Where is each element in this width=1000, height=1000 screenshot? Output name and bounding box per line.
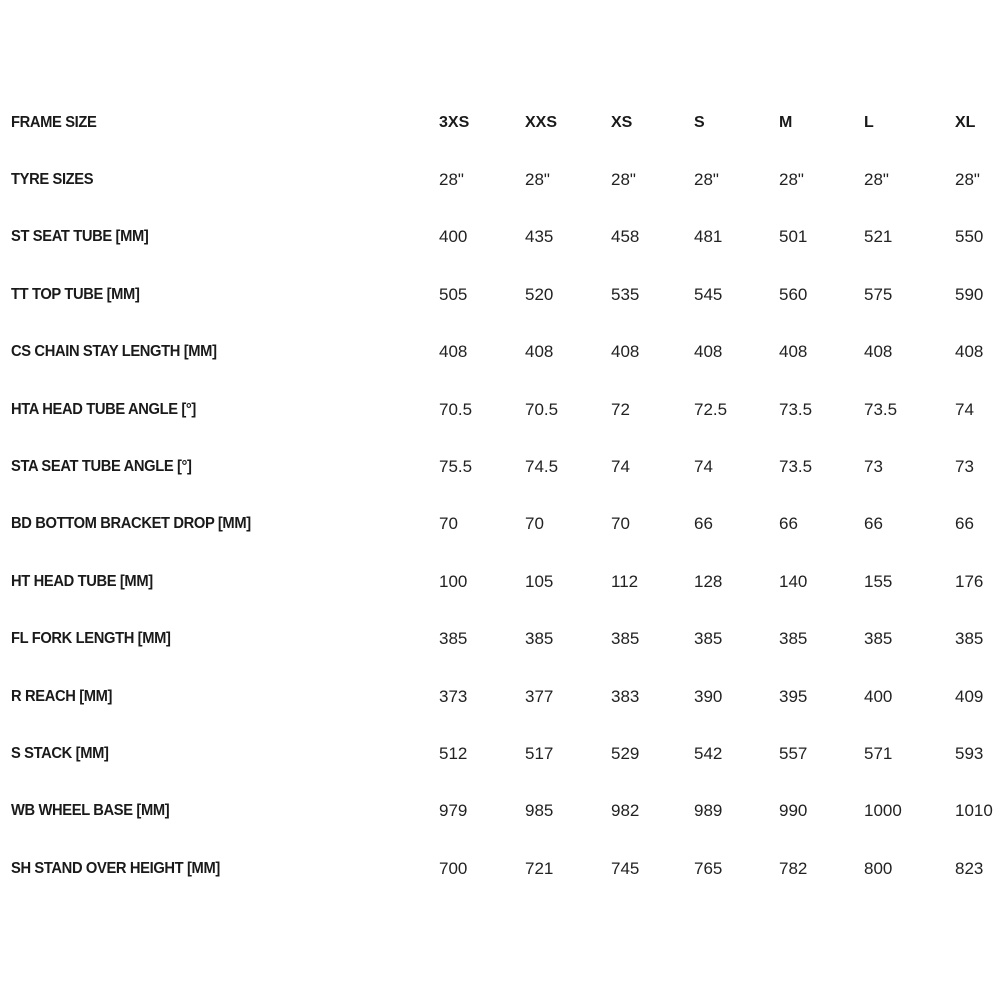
- table-cell: 545: [694, 284, 723, 304]
- table-cell: 373: [439, 686, 468, 706]
- table-cell: 400: [864, 686, 893, 706]
- table-cell: 989: [694, 801, 723, 821]
- geometry-table: [11, 94, 1000, 897]
- table-row: [11, 611, 1000, 668]
- table-cell: 529: [611, 743, 640, 763]
- table-row: [11, 438, 1000, 495]
- table-cell: 979: [439, 801, 468, 821]
- table-cell: 70.5: [525, 399, 559, 419]
- table-cell: 75.5: [439, 457, 473, 477]
- table-cell: 520: [525, 284, 554, 304]
- table-row: [11, 151, 1000, 208]
- table-header-row: [11, 94, 1000, 151]
- table-cell: 28": [694, 170, 719, 190]
- table-cell: 560: [779, 284, 808, 304]
- table-cell: 377: [525, 686, 554, 706]
- table-cell: 408: [955, 342, 984, 362]
- table-row: [11, 209, 1000, 266]
- table-cell: 383: [611, 686, 640, 706]
- table-cell: 700: [439, 858, 468, 878]
- size-header-xxs: XXS: [525, 113, 558, 131]
- table-cell: 28": [525, 170, 550, 190]
- table-cell: 575: [864, 284, 893, 304]
- table-cell: 1010: [955, 801, 993, 821]
- table-cell: 505: [439, 284, 468, 304]
- row-label: FL FORK LENGTH [MM]: [11, 630, 171, 648]
- size-header-s: S: [694, 113, 705, 131]
- size-header-3xs: 3XS: [439, 113, 470, 131]
- table-cell: 990: [779, 801, 808, 821]
- table-cell: 765: [694, 858, 723, 878]
- row-label: SH STAND OVER HEIGHT [MM]: [11, 859, 220, 877]
- table-cell: 385: [611, 629, 640, 649]
- table-cell: 73.5: [779, 399, 813, 419]
- row-label: TYRE SIZES: [11, 171, 94, 189]
- table-cell: 512: [439, 743, 468, 763]
- table-cell: 66: [864, 514, 883, 534]
- table-cell: 28": [955, 170, 980, 190]
- table-cell: 74.5: [525, 457, 559, 477]
- table-cell: 823: [955, 858, 984, 878]
- table-cell: 72.5: [694, 399, 728, 419]
- table-row: [11, 381, 1000, 438]
- table-cell: 66: [694, 514, 713, 534]
- table-row: [11, 553, 1000, 610]
- size-header-l: L: [864, 113, 874, 131]
- table-cell: 140: [779, 571, 808, 591]
- size-header-m: M: [779, 113, 793, 131]
- table-cell: 28": [611, 170, 636, 190]
- table-cell: 28": [864, 170, 889, 190]
- header-label: FRAME SIZE: [11, 113, 97, 131]
- table-cell: 74: [694, 457, 713, 477]
- table-cell: 100: [439, 571, 468, 591]
- row-label: HTA HEAD TUBE ANGLE [°]: [11, 400, 196, 418]
- table-cell: 66: [955, 514, 974, 534]
- table-cell: 28": [439, 170, 464, 190]
- table-cell: 590: [955, 284, 984, 304]
- row-label: TT TOP TUBE [MM]: [11, 285, 140, 303]
- table-cell: 408: [439, 342, 468, 362]
- table-cell: 74: [955, 399, 974, 419]
- table-cell: 385: [525, 629, 554, 649]
- row-label: R REACH [MM]: [11, 687, 113, 705]
- table-cell: 128: [694, 571, 723, 591]
- table-cell: 435: [525, 227, 554, 247]
- table-cell: 745: [611, 858, 640, 878]
- table-cell: 409: [955, 686, 984, 706]
- size-header-xs: XS: [611, 113, 633, 131]
- table-cell: 400: [439, 227, 468, 247]
- table-cell: 408: [611, 342, 640, 362]
- row-label: S STACK [MM]: [11, 744, 109, 762]
- table-cell: 385: [439, 629, 468, 649]
- table-cell: 571: [864, 743, 893, 763]
- table-cell: 28": [779, 170, 804, 190]
- table-cell: 385: [694, 629, 723, 649]
- row-label: HT HEAD TUBE [MM]: [11, 572, 153, 590]
- table-cell: 782: [779, 858, 808, 878]
- table-cell: 66: [779, 514, 798, 534]
- table-cell: 800: [864, 858, 893, 878]
- table-cell: 408: [694, 342, 723, 362]
- table-cell: 517: [525, 743, 554, 763]
- size-header-xl: XL: [955, 113, 976, 131]
- table-cell: 112: [611, 571, 639, 591]
- table-cell: 521: [864, 227, 893, 247]
- table-cell: 72: [611, 399, 630, 419]
- table-cell: 176: [955, 571, 984, 591]
- row-label: BD BOTTOM BRACKET DROP [MM]: [11, 515, 251, 533]
- row-label: CS CHAIN STAY LENGTH [MM]: [11, 343, 217, 361]
- table-cell: 73.5: [779, 457, 813, 477]
- table-cell: 408: [864, 342, 893, 362]
- table-cell: 385: [864, 629, 893, 649]
- table-cell: 70: [525, 514, 544, 534]
- table-row: [11, 783, 1000, 840]
- table-cell: 593: [955, 743, 984, 763]
- table-cell: 70.5: [439, 399, 473, 419]
- table-cell: 70: [611, 514, 630, 534]
- row-label: WB WHEEL BASE [MM]: [11, 802, 170, 820]
- table-cell: 550: [955, 227, 984, 247]
- table-cell: 458: [611, 227, 640, 247]
- table-row: [11, 725, 1000, 782]
- table-cell: 73: [864, 457, 883, 477]
- table-cell: 557: [779, 743, 808, 763]
- table-cell: 501: [779, 227, 808, 247]
- table-cell: 982: [611, 801, 640, 821]
- table-cell: 385: [779, 629, 808, 649]
- table-cell: 721: [525, 858, 554, 878]
- table-cell: 408: [779, 342, 808, 362]
- table-row: [11, 496, 1000, 553]
- table-cell: 408: [525, 342, 554, 362]
- row-label: ST SEAT TUBE [MM]: [11, 228, 149, 246]
- table-cell: 535: [611, 284, 640, 304]
- row-label: STA SEAT TUBE ANGLE [°]: [11, 458, 192, 476]
- table-row: [11, 668, 1000, 725]
- table-row: [11, 266, 1000, 323]
- table-cell: 70: [439, 514, 458, 534]
- table-row: [11, 324, 1000, 381]
- table-cell: 385: [955, 629, 984, 649]
- table-cell: 73.5: [864, 399, 898, 419]
- table-cell: 481: [694, 227, 723, 247]
- table-cell: 1000: [864, 801, 902, 821]
- table-cell: 542: [694, 743, 723, 763]
- table-cell: 390: [694, 686, 723, 706]
- table-cell: 73: [955, 457, 974, 477]
- table-row: [11, 840, 1000, 897]
- table-cell: 395: [779, 686, 808, 706]
- table-cell: 985: [525, 801, 554, 821]
- table-cell: 74: [611, 457, 630, 477]
- table-cell: 105: [525, 571, 554, 591]
- table-cell: 155: [864, 571, 893, 591]
